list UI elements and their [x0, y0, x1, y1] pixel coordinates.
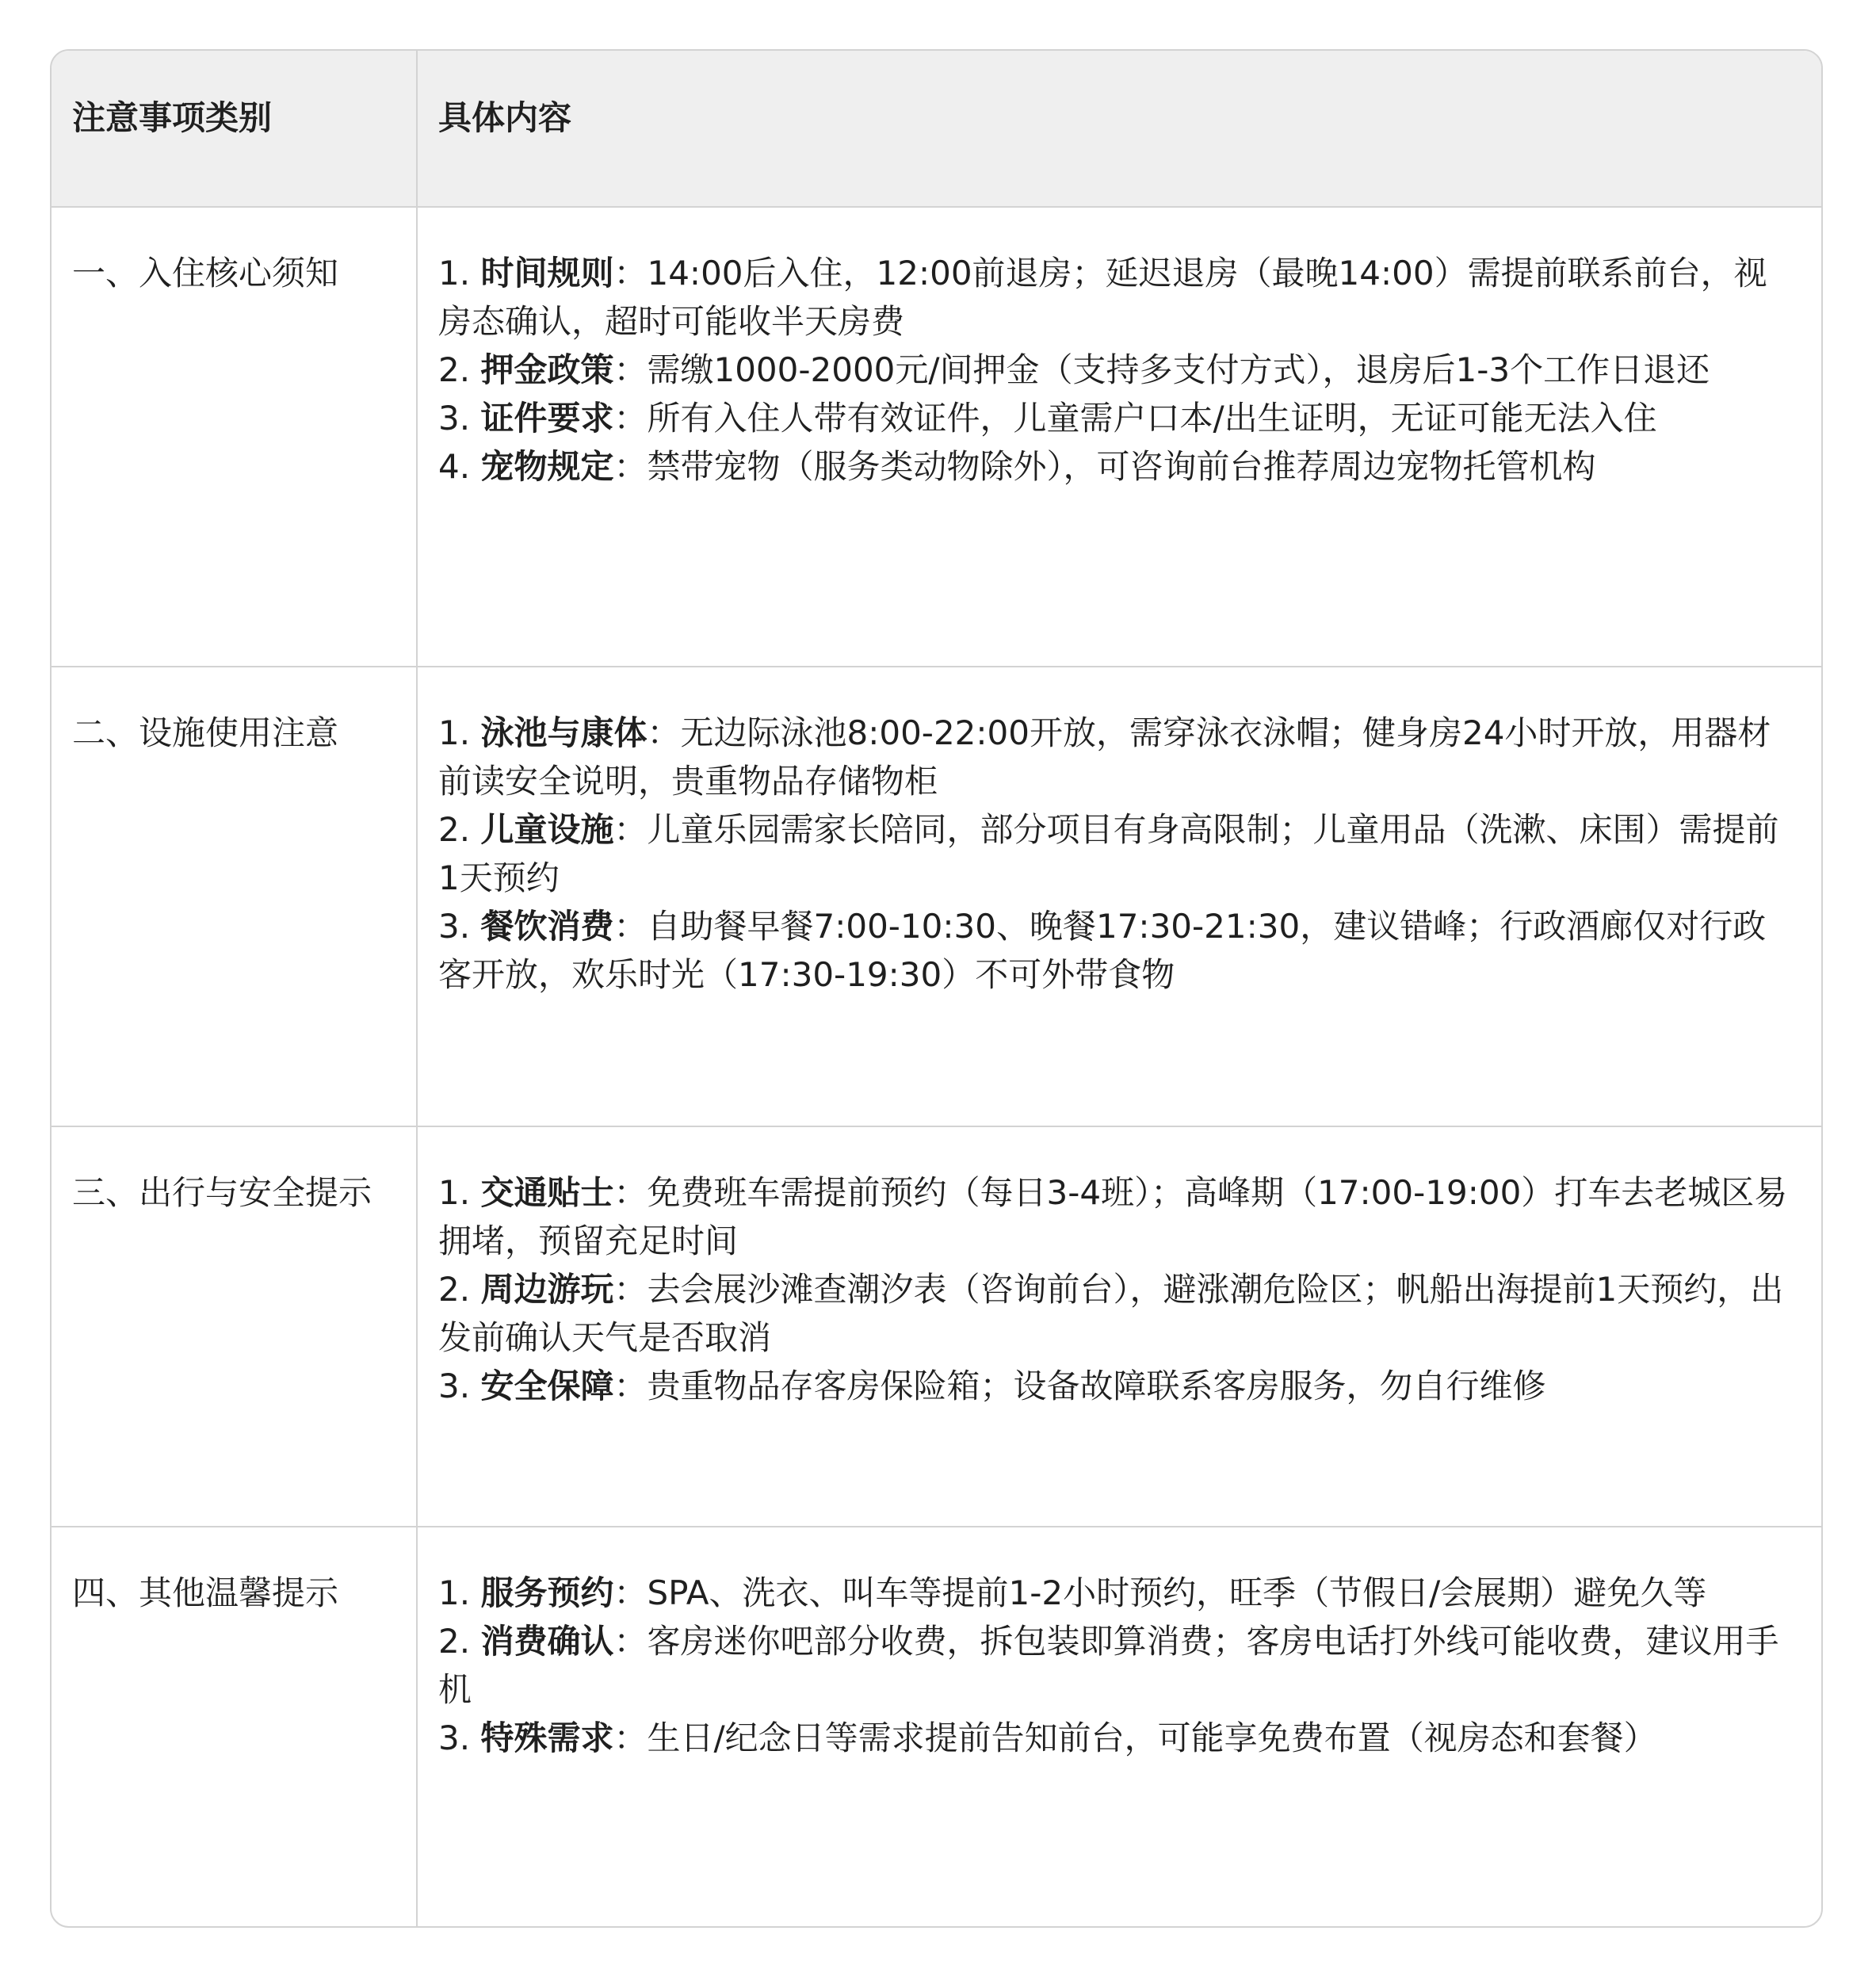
table-cell-category: 二、设施使用注意: [52, 667, 418, 1127]
item-text: 去会展沙滩查潮汐表（咨询前台），避涨潮危险区；帆船出海提前1天预约，出发前确认天气是否取消: [438, 1270, 1784, 1357]
list-item: [438, 249, 1799, 346]
item-separator: ：: [613, 1173, 648, 1212]
item-label: 押金政策: [480, 350, 614, 389]
item-text: 禁带宠物（服务类动物除外），可咨询前台推荐周边宠物托管机构: [647, 447, 1596, 486]
item-separator: ：: [613, 1622, 648, 1661]
item-label: 证件要求: [480, 399, 614, 438]
item-number: 2.: [438, 350, 471, 389]
table-cell-category: 一、入住核心须知: [52, 208, 418, 667]
item-label: 周边游玩: [480, 1270, 614, 1309]
content-list: [438, 1569, 1799, 1762]
list-item: [438, 1362, 1799, 1410]
table-cell-category: 三、出行与安全提示: [52, 1127, 418, 1527]
item-label: 消费确认: [480, 1622, 614, 1661]
item-text: 自助餐早餐7:00-10:30、晚餐17:30-21:30，建议错峰；行政酒廊仅对行政客开放，欢乐时光（17:30-19:30）不可外带食物: [438, 907, 1767, 994]
item-text: 客房迷你吧部分收费，拆包装即算消费；客房电话打外线可能收费，建议用手机: [438, 1622, 1779, 1709]
item-number: 1.: [438, 1573, 471, 1612]
list-item: [438, 346, 1799, 394]
list-item: [438, 709, 1799, 805]
list-item: [438, 1265, 1799, 1362]
item-text: 儿童乐园需家长陪同，部分项目有身高限制；儿童用品（洗漱、床围）需提前1天预约: [438, 810, 1779, 897]
item-separator: ：: [613, 810, 648, 849]
item-separator: ：: [613, 399, 648, 438]
notice-table: [50, 49, 1823, 1928]
item-separator: ：: [613, 1367, 648, 1405]
item-number: 4.: [438, 447, 471, 486]
item-text: 生日/纪念日等需求提前告知前台，可能享免费布置（视房态和套餐）: [647, 1718, 1657, 1757]
item-number: 3.: [438, 1718, 471, 1757]
list-item: [438, 1168, 1799, 1265]
item-number: 2.: [438, 1270, 471, 1309]
item-label: 安全保障: [480, 1367, 614, 1405]
list-item: [438, 1617, 1799, 1714]
table-cell-content: [418, 1127, 1821, 1527]
item-text: 免费班车需提前预约（每日3-4班）；高峰期（17:00-19:00）打车去老城区易拥堵，预留充足时间: [438, 1173, 1788, 1260]
table-cell-content: [418, 1527, 1821, 1926]
item-separator: ：: [613, 447, 648, 486]
item-text: 所有入住人带有效证件，儿童需户口本/出生证明，无证可能无法入住: [647, 399, 1657, 438]
list-item: [438, 1569, 1799, 1617]
header-content: 具体内容: [418, 51, 1821, 208]
item-text: 无边际泳池8:00-22:00开放，需穿泳衣泳帽；健身房24小时开放，用器材前读安全说明，贵重物品存储物柜: [438, 713, 1771, 801]
item-label: 特殊需求: [480, 1718, 614, 1757]
item-number: 3.: [438, 1367, 471, 1405]
list-item: [438, 442, 1799, 491]
item-label: 交通贴士: [480, 1173, 614, 1212]
item-text: 需缴1000-2000元/间押金（支持多支付方式），退房后1-3个工作日退还: [647, 350, 1710, 389]
list-item: [438, 394, 1799, 442]
item-number: 1.: [438, 713, 471, 752]
content-list: [438, 249, 1799, 491]
item-separator: ：: [613, 254, 648, 292]
item-separator: ：: [613, 1270, 648, 1309]
item-label: 宠物规定: [480, 447, 614, 486]
item-label: 时间规则: [480, 254, 614, 292]
table-cell-category: 四、其他温馨提示: [52, 1527, 418, 1926]
content-list: [438, 709, 1799, 999]
item-label: 泳池与康体: [480, 713, 648, 752]
header-category: 注意事项类别: [52, 51, 418, 208]
item-separator: ：: [613, 350, 648, 389]
item-number: 1.: [438, 1173, 471, 1212]
item-number: 2.: [438, 1622, 471, 1661]
item-number: 1.: [438, 254, 471, 292]
list-item: [438, 1714, 1799, 1762]
item-number: 3.: [438, 399, 471, 438]
item-label: 儿童设施: [480, 810, 614, 849]
item-number: 3.: [438, 907, 471, 946]
item-text: SPA、洗衣、叫车等提前1-2小时预约，旺季（节假日/会展期）避免久等: [647, 1573, 1707, 1612]
item-label: 服务预约: [480, 1573, 614, 1612]
table-cell-content: [418, 667, 1821, 1127]
item-number: 2.: [438, 810, 471, 849]
item-label: 餐饮消费: [480, 907, 614, 946]
list-item: [438, 805, 1799, 902]
item-separator: ：: [613, 1573, 648, 1612]
item-separator: ：: [613, 907, 648, 946]
item-separator: ：: [613, 1718, 648, 1757]
item-text: 贵重物品存客房保险箱；设备故障联系客房服务，勿自行维修: [647, 1367, 1546, 1405]
item-text: 14:00后入住，12:00前退房；延迟退房（最晚14:00）需提前联系前台，视房态确认，超时可能收半天房费: [438, 254, 1767, 341]
content-list: [438, 1168, 1799, 1410]
list-item: [438, 902, 1799, 999]
item-separator: ：: [647, 713, 681, 752]
table-cell-content: [418, 208, 1821, 667]
